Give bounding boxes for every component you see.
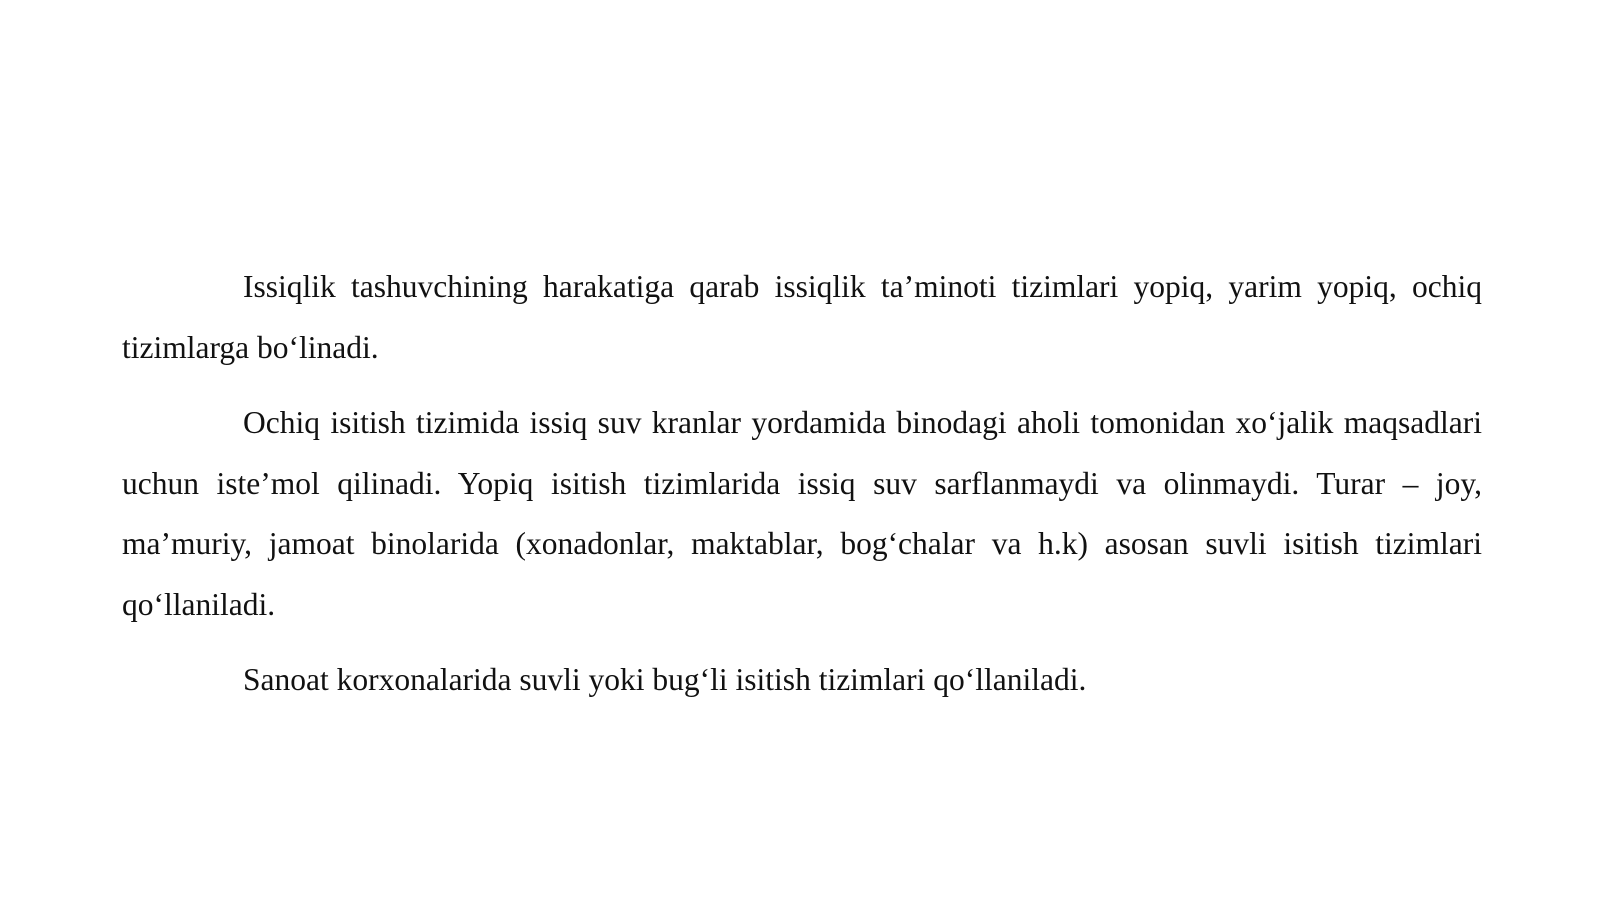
paragraph-industrial-systems: Sanoat korxonalarida suvli yoki bug‘li isitish tizimlari qo‘llaniladi.: [243, 662, 1087, 697]
paragraph-open-closed-systems: Ochiq isitish tizimida issiq suv kranlar yordamida binodagi aholi tomonidan xo‘jalik maqsadlari uchun iste’mol qilinadi. Yopiq isitish tizimlarida issiq suv sarflanmaydi va olinmaydi. Turar – joy, ma’muriy, jamoat binolarida (xonadonlar, maktablar, bog‘chalar va h.k) asosan suvli isitish tizimlari qo‘llaniladi.: [122, 405, 1482, 622]
paragraph-system-classification: Issiqlik tashuvchining harakatiga qarab issiqlik ta’minoti tizimlari yopiq, yarim yopiq, ochiq tizimlarga bo‘linadi.: [122, 269, 1482, 365]
document-body: [122, 257, 1482, 711]
